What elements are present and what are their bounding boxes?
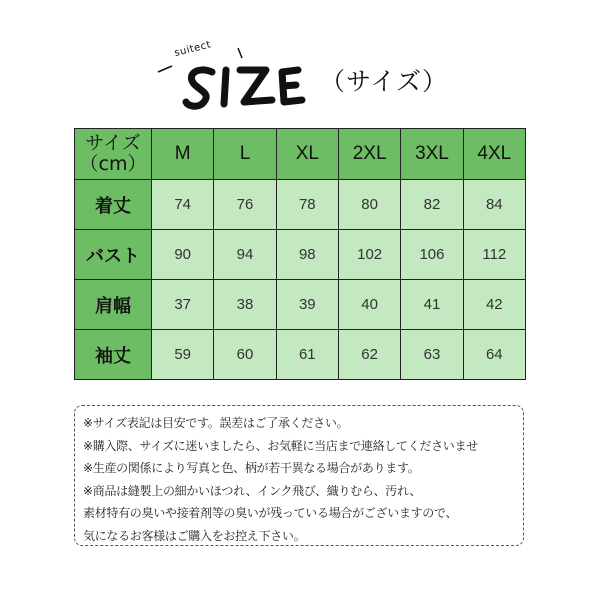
note-line: ※商品は縫製上の細かいほつれ、インク飛び、織りむら、汚れ、 <box>83 483 422 498</box>
table-cell: 64 <box>463 330 525 380</box>
logo-subtext: suitect <box>173 39 213 59</box>
table-cell: 60 <box>214 330 276 380</box>
table-cell: 41 <box>401 280 463 330</box>
table-cell: 42 <box>463 280 525 330</box>
table-cell: 74 <box>152 180 214 230</box>
note-line: 素材特有の臭いや接着剤等の臭いが残っている場合がございますので、 <box>83 506 458 520</box>
corner-unit: （cm） <box>79 153 147 175</box>
table-cell: 59 <box>152 330 214 380</box>
table-cell: 84 <box>463 180 525 230</box>
table-cell: 78 <box>276 180 338 230</box>
title-katakana: （サイズ） <box>320 67 449 96</box>
row-header: 着丈 <box>75 180 152 230</box>
table-cell: 94 <box>214 230 276 280</box>
column-header: 4XL <box>463 129 525 180</box>
row-header: 袖丈 <box>75 330 152 380</box>
note-line: ※サイズ表記は目安です。誤差はご了承ください。 <box>83 416 349 430</box>
table-cell: 62 <box>338 330 400 380</box>
size-table <box>74 128 526 380</box>
table-cell: 102 <box>338 230 400 280</box>
table-row <box>75 330 526 380</box>
table-cell: 76 <box>214 180 276 230</box>
column-header: L <box>214 129 276 180</box>
table-cell: 82 <box>401 180 463 230</box>
notes-box <box>74 405 524 546</box>
row-header: 肩幅 <box>75 280 152 330</box>
table-cell: 112 <box>463 230 525 280</box>
table-cell: 80 <box>338 180 400 230</box>
table-cell: 39 <box>276 280 338 330</box>
column-header: M <box>152 129 214 180</box>
note-line: ※購入際、サイズに迷いましたら、お気軽に当店まで連絡してくださいませ <box>83 438 478 453</box>
table-cell: 38 <box>214 280 276 330</box>
table-cell: 106 <box>401 230 463 280</box>
table-cell: 90 <box>152 230 214 280</box>
row-header: バスト <box>75 230 152 280</box>
column-header: XL <box>276 129 338 180</box>
corner-header <box>75 129 152 180</box>
column-header: 2XL <box>338 129 400 180</box>
table-row <box>75 230 526 280</box>
table-cell: 61 <box>276 330 338 380</box>
note-line: ※生産の関係により写真と色、柄が若干異なる場合があります。 <box>83 461 420 475</box>
column-header: 3XL <box>401 129 463 180</box>
table-row <box>75 180 526 230</box>
table-cell: 40 <box>338 280 400 330</box>
note-line: 気になるお客様はご購入をお控え下さい。 <box>83 528 306 543</box>
table-cell: 63 <box>401 330 463 380</box>
table-cell: 98 <box>276 230 338 280</box>
size-title <box>150 40 450 110</box>
corner-label: サイズ <box>85 132 141 154</box>
table-row <box>75 280 526 330</box>
table-cell: 37 <box>152 280 214 330</box>
table-header-row <box>75 129 526 180</box>
